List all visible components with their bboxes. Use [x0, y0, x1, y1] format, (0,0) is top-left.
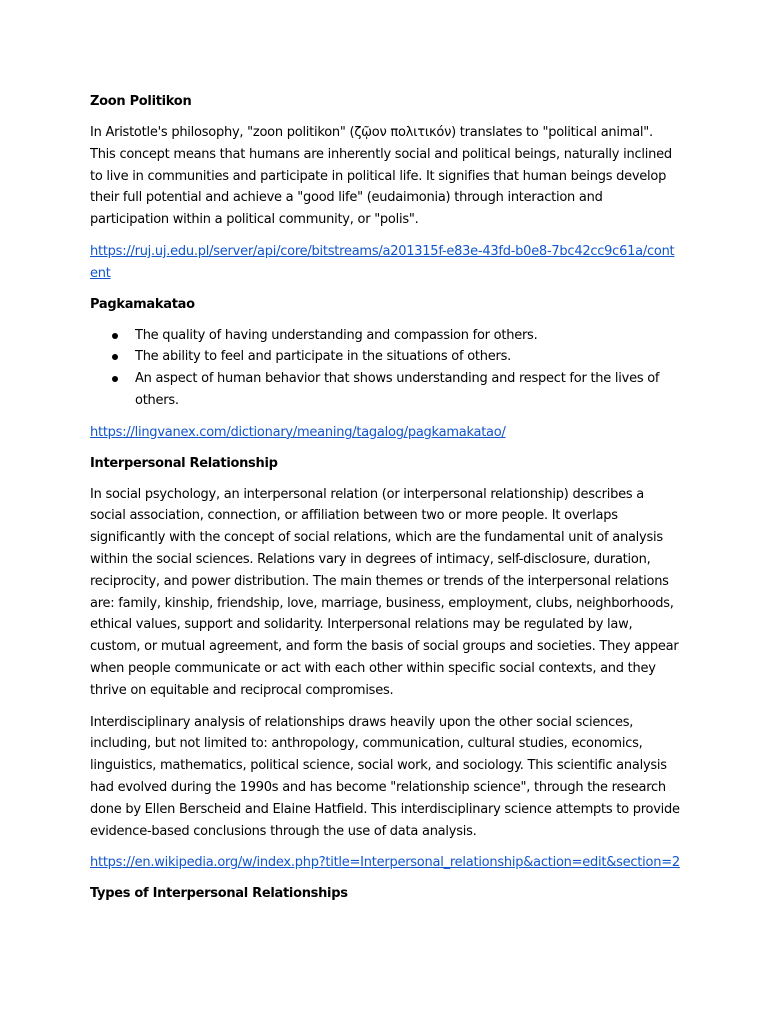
- list-item-text: The ability to feel and participate in the situations of others.: [135, 349, 511, 365]
- bullet-list-pagkamakatao: [90, 325, 682, 412]
- heading-interpersonal-relationship: Interpersonal Relationship: [90, 455, 278, 471]
- link-ruj-source[interactable]: https://ruj.uj.edu.pl/server/api/core/bitstreams/a201315f-e83e-43fd-b0e8-7bc42cc9c61a/content: [90, 243, 675, 281]
- list-item-text: An aspect of human behavior that shows understanding and respect for the lives of others.: [135, 371, 660, 408]
- paragraph-interpersonal-2: Interdisciplinary analysis of relationships draws heavily upon the other social sciences, including, but not limited to: anthropology, communication, cultural studies, economics, linguistics, mathematics, political science, social work, and sociology. This scientific analysis had evolved during the 1990s and has become "relationship science", through the research done by Ellen Berscheid and Elaine Hatfield. This interdisciplinary science attempts to provide evidence-based conclusions through the use of data analysis.: [90, 714, 680, 839]
- list-item: [90, 325, 682, 347]
- list-item-text: The quality of having understanding and compassion for others.: [135, 327, 538, 343]
- paragraph-zoon-politikon: In Aristotle's philosophy, "zoon politikon" (ζῷον πολιτικόν) translates to "political animal". This concept means that humans are inherently social and political beings, naturally inclined to live in communities and participate in political life. It signifies that human beings develop their full potential and achieve a "good life" (eudaimonia) through interaction and participation within a political community, or "polis".: [90, 125, 672, 228]
- heading-types-of-relationships: Types of Interpersonal Relationships: [90, 886, 348, 902]
- heading-zoon-politikon: Zoon Politikon: [90, 94, 192, 109]
- link-wikipedia-source[interactable]: https://en.wikipedia.org/w/index.php?title=Interpersonal_relationship&action=edit&section=2: [90, 855, 680, 871]
- heading-pagkamakatao: Pagkamakatao: [90, 296, 195, 312]
- list-item: [90, 368, 682, 412]
- document-page: [90, 92, 682, 914]
- bullet-icon: [112, 333, 118, 339]
- link-lingvanex-source[interactable]: https://lingvanex.com/dictionary/meaning/tagalog/pagkamakatao/: [90, 424, 506, 440]
- bullet-icon: [112, 354, 118, 360]
- paragraph-interpersonal-1: In social psychology, an interpersonal relation (or interpersonal relationship) describes a social association, connection, or affiliation between two or more people. It overlaps significantly with the concept of social relations, which are the fundamental unit of analysis within the social sciences. Relations vary in degrees of intimacy, self-disclosure, duration, reciprocity, and power distribution. The main themes or trends of the interpersonal relations are: family, kinship, friendship, love, marriage, business, employment, clubs, neighborhoods, ethical values, support and solidarity. Interpersonal relations may be regulated by law, custom, or mutual agreement, and form the basis of social groups and societies. They appear when people communicate or act with each other within specific social contexts, and they thrive on equitable and reciprocal compromises.: [90, 486, 679, 698]
- list-item: [90, 346, 682, 368]
- bullet-icon: [112, 376, 118, 382]
